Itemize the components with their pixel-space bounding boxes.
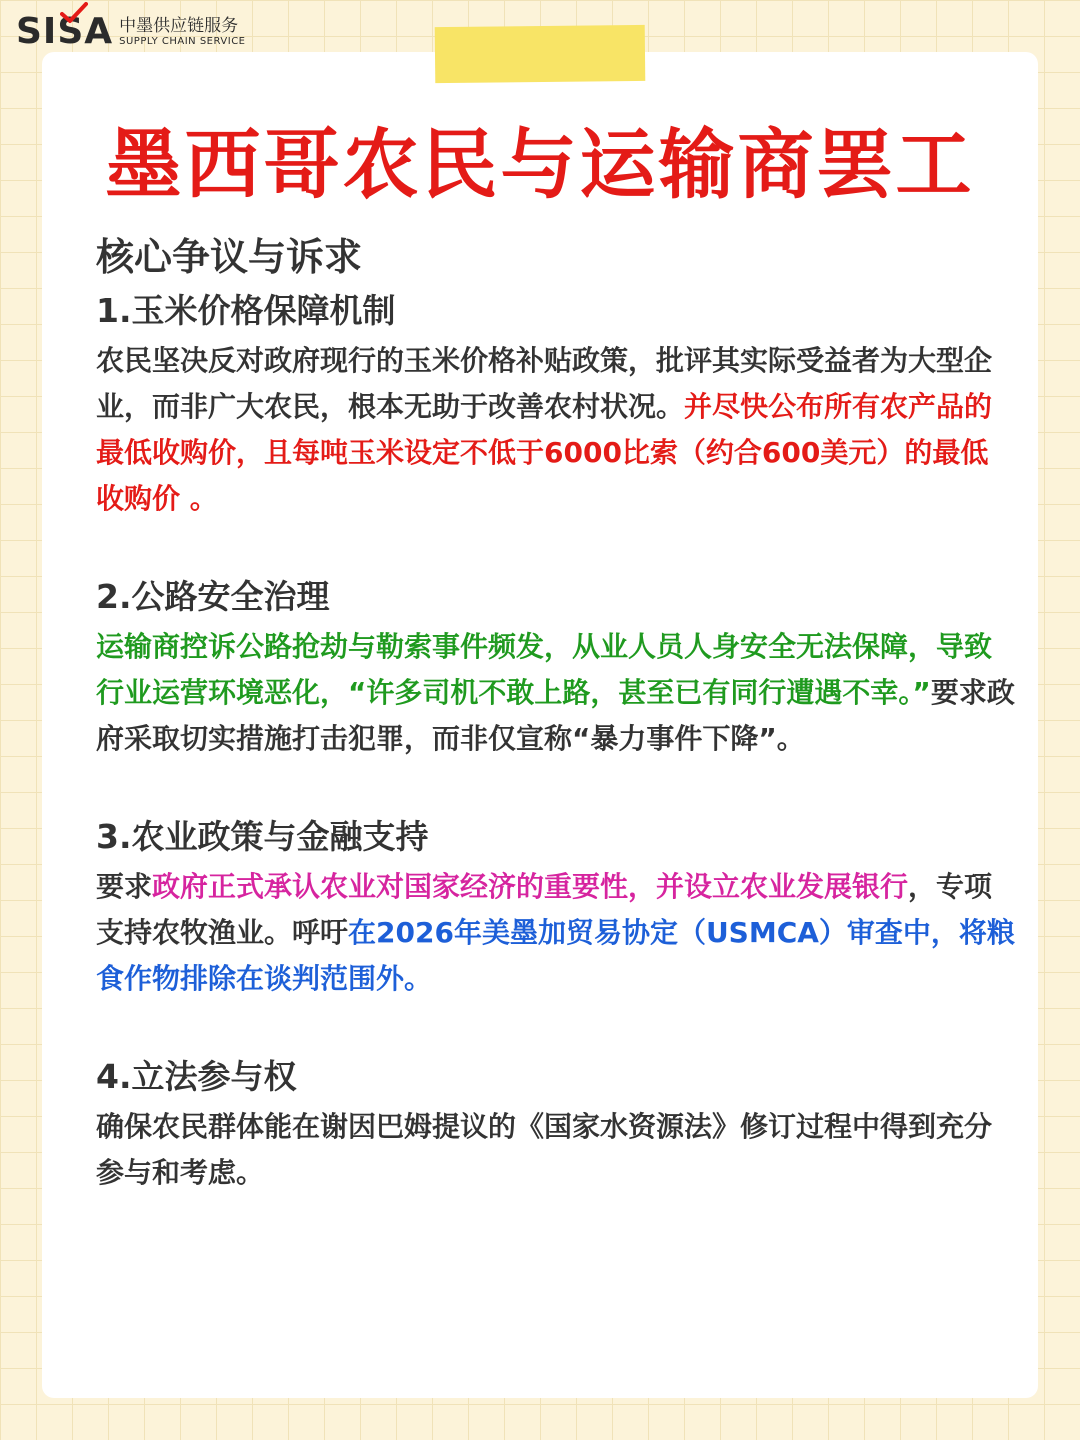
check-mark-icon — [60, 2, 88, 24]
section-3-title: 3.农业政策与金融支持 — [96, 817, 429, 856]
brand-logo — [16, 11, 246, 52]
section-4-text: 确保农民群体能在谢因巴姆提议的《国家水资源法》修订过程中得到充分参与和考虑。 — [96, 1110, 993, 1189]
section-3-text-b: ，专项支持农牧渔业。呼吁 — [96, 870, 993, 949]
logo-mark — [16, 11, 114, 52]
section-heading: 核心争议与诉求 — [96, 235, 363, 279]
page-title: 墨西哥农民与运输商罢工 — [105, 120, 975, 209]
section-1-title: 1.玉米价格保障机制 — [96, 291, 396, 330]
section-4-body — [96, 1104, 1016, 1196]
section-1-highlight-red: 并尽快公布所有农产品的最低收购价，且每吨玉米设定不低于6000比索（约合600美元）的最低收购价 。 — [96, 390, 993, 515]
tape-decoration — [435, 25, 646, 83]
section-2-body — [96, 624, 1016, 762]
section-3-highlight-magenta: 政府正式承认农业对国家经济的重要性，并设立农业发展银行 — [152, 870, 909, 903]
section-3-body — [96, 864, 1016, 1002]
section-3-text-a: 要求 — [96, 870, 153, 903]
brand-name-en: SUPPLY CHAIN SERVICE — [119, 36, 246, 47]
section-1-text: 农民坚决反对政府现行的玉米价格补贴政策，批评其实际受益者为大型企业，而非广大农民，根本无助于改善农村状况。 — [96, 344, 993, 423]
section-2-title: 2.公路安全治理 — [96, 577, 330, 616]
brand-name-cn: 中墨供应链服务 — [119, 16, 239, 36]
spacer — [96, 522, 1016, 570]
section-2-text: 要求政府采取切实措施打击犯罪，而非仅宣称“暴力事件下降”。 — [96, 676, 1015, 755]
section-1-body — [96, 338, 1016, 522]
logo-text — [119, 16, 245, 48]
spacer — [96, 762, 1016, 810]
article-body — [96, 230, 1016, 1196]
logo-mark-text: SISA — [16, 11, 114, 52]
section-3-highlight-blue: 在2026年美墨加贸易协定（USMCA）审查中，将粮食作物排除在谈判范围外。 — [96, 916, 1015, 995]
content-card — [42, 52, 1038, 1398]
section-2-highlight-green: 运输商控诉公路抢劫与勒索事件频发，从业人员人身安全无法保障，导致行业运营环境恶化，“许多司机不敢上路，甚至已有同行遭遇不幸。” — [96, 630, 993, 709]
spacer — [96, 1002, 1016, 1050]
section-4-title: 4.立法参与权 — [96, 1057, 297, 1096]
